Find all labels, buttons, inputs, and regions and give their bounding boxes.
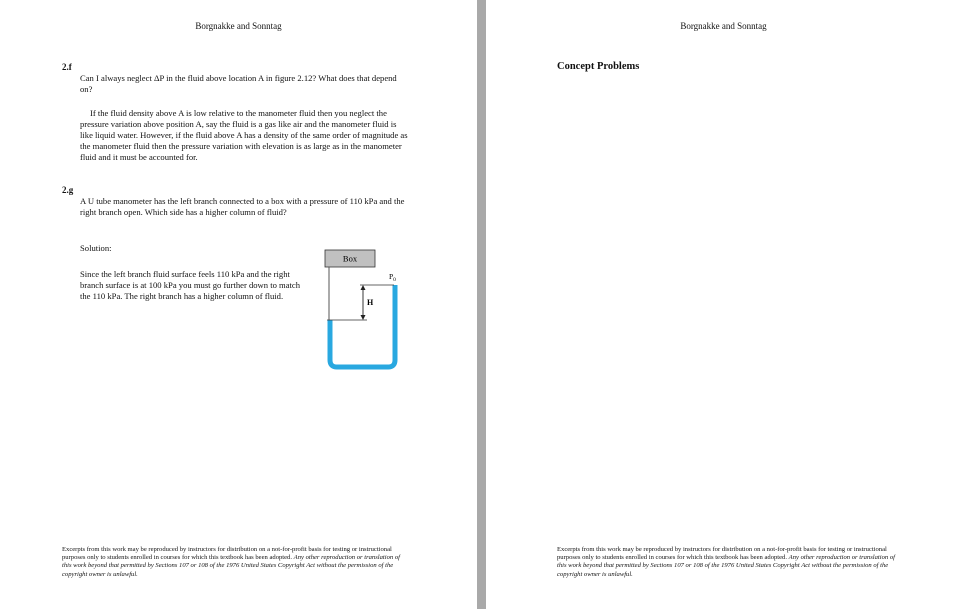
- problem-question: A U tube manometer has the left branch connected to a box with a pressure of 110 kPa and the right branch open. Which side has a higher column of fluid?: [80, 196, 405, 217]
- footer-italic-text: Any other reproduction or translation of this work beyond that permitted by Sections 107 or 108 of the 1976 United States Copyright Act without the permission of the copyright owner is unlawful.: [62, 554, 400, 578]
- left-page: [0, 0, 477, 609]
- problem-answer: If the fluid density above A is low relative to the manometer fluid then you neglect the pressure variation above position A, say the fluid is a gas like air and the manometer fluid is like liquid water. However, if the fluid above A has a density of the same order of magnitude as the manometer fluid then the pressure variation with elevation is as large as in the manometer fluid and it must be accounted for.: [80, 108, 408, 162]
- solution-text: Since the left branch fluid surface feels 110 kPa and the right branch surface is at 100 kPa you must go further down to match the 110 kPa. The right branch has a higher column of fluid.: [80, 269, 301, 301]
- problem-number: 2.g: [62, 185, 74, 195]
- footer-plain-text: Excerpts from this work may be reproduced by instructors for distribution on a not-for-profit basis for testing or instructional purposes only to students enrolled in courses for which this textbook has been adopted.: [557, 546, 887, 562]
- manometer-fluid: [330, 285, 395, 367]
- problem-number: 2.f: [62, 62, 72, 72]
- arrow-head-up: [361, 285, 366, 290]
- p0-label: $P_0$: [389, 272, 396, 283]
- right-page: [486, 0, 961, 609]
- footer-italic-text: Any other reproduction or translation of this work beyond that permitted by Sections 107 or 108 of the 1976 United States Copyright Act without the permission of the copyright owner is unlawful.: [557, 554, 895, 578]
- page-header: Borgnakke and Sonntag: [195, 21, 282, 31]
- copyright-footer: [557, 546, 902, 579]
- footer-plain-text: Excerpts from this work may be reproduced by instructors for distribution on a not-for-profit basis for testing or instructional purposes only to students enrolled in courses for which this textbook has been adopted.: [62, 546, 392, 562]
- u-tube-manometer-diagram: [322, 248, 412, 373]
- problem-question: Can I always neglect ΔP in the fluid above location A in figure 2.12? What does that depend on?: [80, 73, 397, 94]
- box-label: Box: [342, 253, 358, 264]
- arrow-head-down: [361, 315, 366, 320]
- copyright-footer: [62, 546, 407, 579]
- height-label: H: [367, 298, 374, 307]
- page-header: Borgnakke and Sonntag: [680, 21, 767, 31]
- section-title: Concept Problems: [557, 61, 640, 72]
- page-divider: [477, 0, 486, 609]
- solution-label: Solution:: [80, 243, 112, 253]
